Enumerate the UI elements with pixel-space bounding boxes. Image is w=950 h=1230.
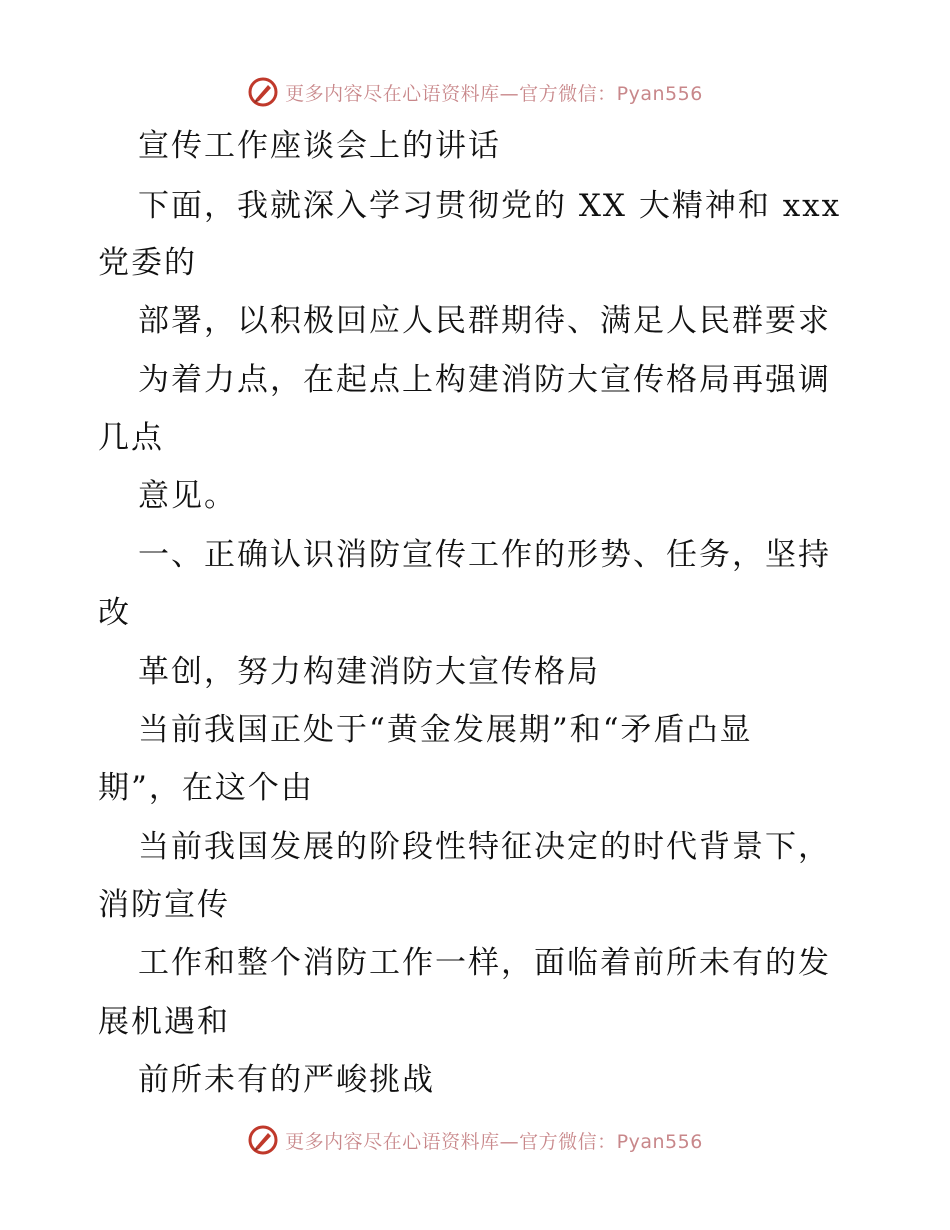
paragraph-line: 当前我国发展的阶段性特征决定的时代背景下， bbox=[138, 829, 831, 865]
paragraph-line: 期”，在这个由 bbox=[98, 770, 314, 806]
section-heading-line: 革创，努力构建消防大宣传格局 bbox=[138, 654, 600, 690]
pen-circle-logo-icon bbox=[247, 76, 279, 108]
document-title: 宣传工作座谈会上的讲话 bbox=[138, 128, 501, 164]
paragraph-line: 部署，以积极回应人民群期待、满足人民群要求 bbox=[138, 303, 831, 339]
watermark-text: 更多内容尽在心语资料库—官方微信：Pyan556 bbox=[285, 1130, 703, 1153]
paragraph-line: 为着力点，在起点上构建消防大宣传格局再强调 bbox=[138, 362, 831, 398]
pen-circle-logo-icon bbox=[247, 1124, 279, 1156]
paragraph-line: 前所未有的严峻挑战 bbox=[138, 1062, 435, 1098]
section-heading-line: 改 bbox=[98, 595, 131, 631]
paragraph-line: 下面，我就深入学习贯彻党的 XX 大精神和 xxx bbox=[138, 188, 842, 224]
section-heading-line: 一、正确认识消防宣传工作的形势、任务，坚持 bbox=[138, 537, 831, 573]
paragraph-line: 展机遇和 bbox=[98, 1004, 230, 1040]
paragraph-line: 工作和整个消防工作一样，面临着前所未有的发 bbox=[138, 945, 831, 981]
header-watermark-banner bbox=[0, 72, 950, 112]
watermark-text: 更多内容尽在心语资料库—官方微信：Pyan556 bbox=[285, 82, 703, 105]
paragraph-line: 消防宣传 bbox=[98, 887, 230, 923]
paragraph-line: 几点 bbox=[98, 420, 164, 456]
footer-watermark-banner bbox=[0, 1120, 950, 1160]
paragraph-line: 意见。 bbox=[138, 478, 237, 514]
paragraph-line: 当前我国正处于“黄金发展期”和“矛盾凸显 bbox=[138, 712, 753, 748]
paragraph-line: 党委的 bbox=[98, 245, 197, 281]
